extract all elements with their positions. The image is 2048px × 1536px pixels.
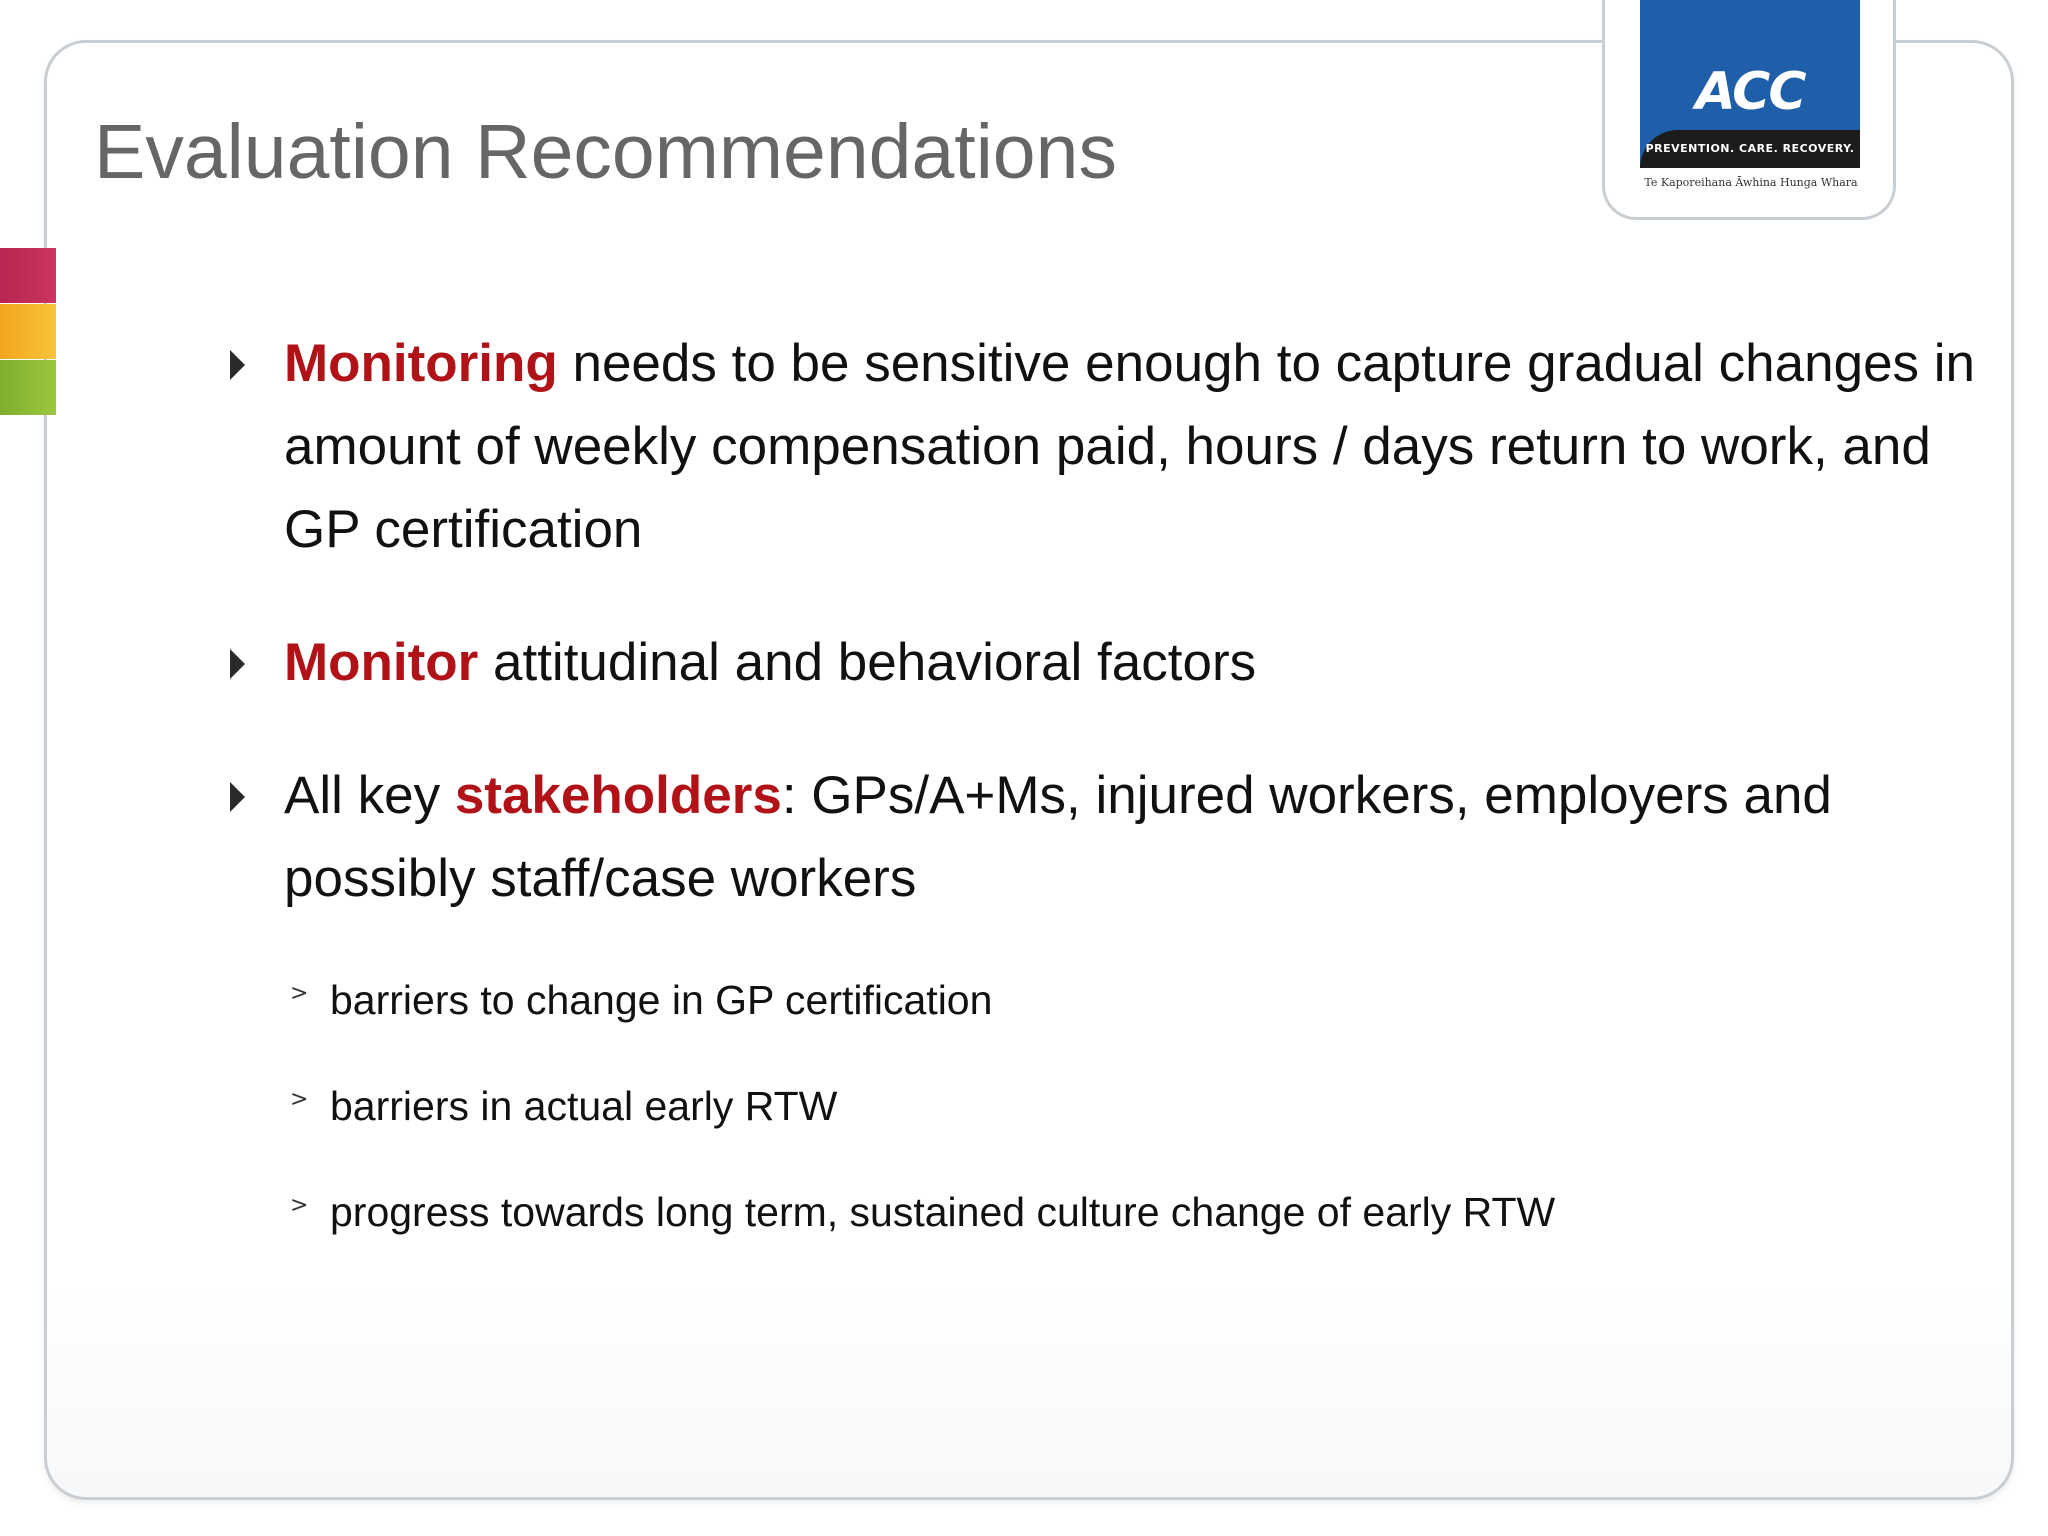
sub-bullet-chevron-icon: > <box>290 981 309 1006</box>
bullet-monitor <box>220 621 1980 704</box>
bullet-arrow-icon <box>230 350 245 380</box>
bullet-text: : GPs/A+Ms, injured workers, employers and possibly staff/case workers <box>284 766 1832 908</box>
acc-logo-mark: ACC <box>1695 62 1805 122</box>
bullet-arrow-icon <box>230 782 245 812</box>
bullet-highlight: Monitoring <box>284 334 558 393</box>
bullet-text: needs to be sensitive enough to capture gradual changes in amount of weekly compensation paid, hours / days return to work, and GP certification <box>284 334 1976 559</box>
accent-bar-green <box>0 360 56 415</box>
sub-bullet <box>220 1182 1980 1242</box>
sub-bullet-chevron-icon: > <box>290 1087 309 1112</box>
sub-bullet-text: barriers in actual early RTW <box>330 1083 838 1129</box>
slide-title: Evaluation Recommendations <box>94 109 1117 195</box>
logo-maori-text: Te Kaporeihana Āwhina Hunga Whara <box>1644 176 1858 189</box>
logo-tagline: PREVENTION. CARE. RECOVERY. <box>1645 142 1855 155</box>
acc-logo <box>1640 0 1860 168</box>
accent-bar-red <box>0 248 56 303</box>
slide-content <box>220 322 1980 1288</box>
bullet-highlight: Monitor <box>284 633 479 692</box>
bullet-prefix: All key <box>284 766 455 825</box>
sub-bullet <box>220 1076 1980 1136</box>
accent-bar-yellow <box>0 304 56 359</box>
bullet-highlight: stakeholders <box>454 766 782 825</box>
sub-bullet <box>220 970 1980 1030</box>
bullet-stakeholders <box>220 754 1980 920</box>
bullet-text: attitudinal and behavioral factors <box>478 633 1257 692</box>
sub-bullet-text: barriers to change in GP certification <box>330 977 993 1023</box>
bullet-arrow-icon <box>230 649 245 679</box>
sub-bullet-text: progress towards long term, sustained culture change of early RTW <box>330 1189 1556 1235</box>
sub-bullet-chevron-icon: > <box>290 1193 309 1218</box>
bullet-monitoring <box>220 322 1980 571</box>
